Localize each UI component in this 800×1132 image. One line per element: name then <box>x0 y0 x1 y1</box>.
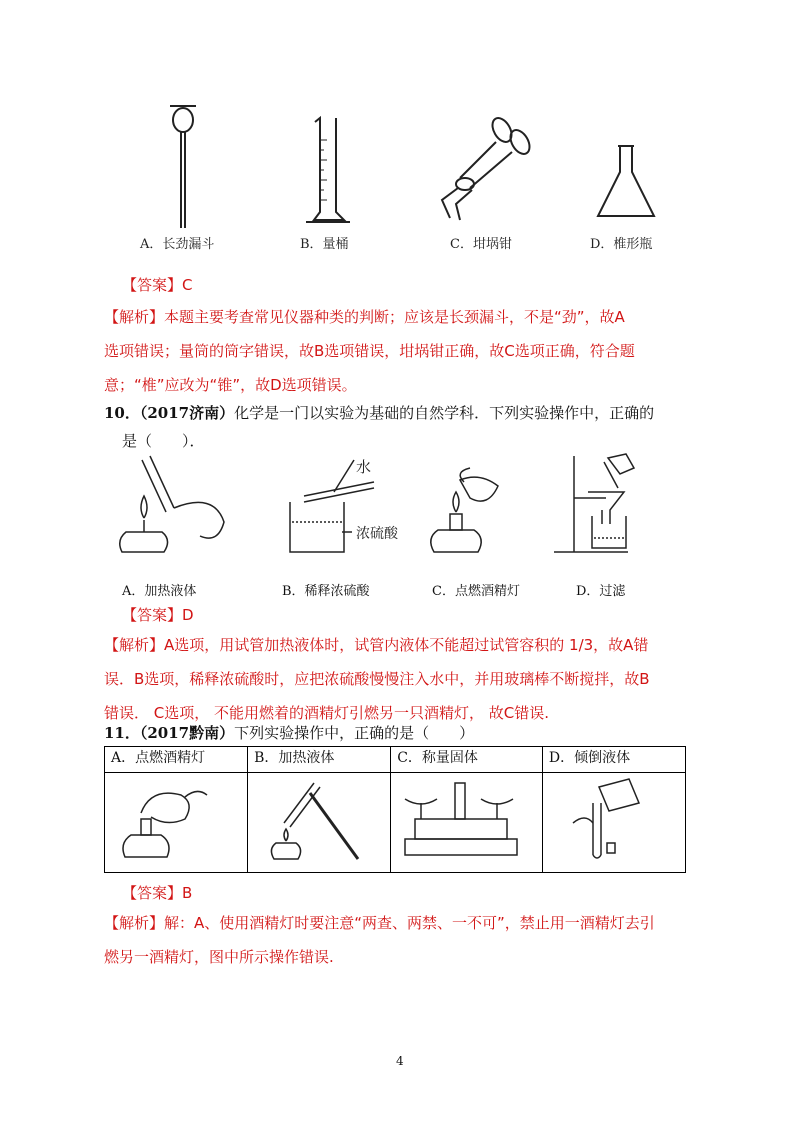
q11-options-table <box>104 746 686 873</box>
q9-explanation-line: 意；“椎”应改为“锥”，故D选项错误。 <box>104 376 357 394</box>
q11-explanation <box>104 906 704 974</box>
q10-stem-line2: 是（ ）． <box>122 432 205 450</box>
heating-liquid-figure <box>120 456 224 552</box>
q11-source: （2017黔南） <box>139 724 235 742</box>
q10-option-b: B．稀释浓硫酸 <box>282 584 370 599</box>
heat-liquid-figure <box>254 773 374 867</box>
crucible-tongs-figure <box>442 115 533 220</box>
q9-explanation <box>104 300 704 402</box>
q10-explanation-line: 【解析】A选项，用试管加热液体时，试管内液体不能超过试管容积的 1/3，故A错 <box>104 636 649 654</box>
q10-explanation <box>104 628 704 730</box>
q11-number: 11． <box>104 724 140 742</box>
long-neck-funnel-figure <box>170 106 196 228</box>
q11-option-a: A．点燃酒精灯 <box>105 747 248 773</box>
q9-explanation-line: 【解析】本题主要考查常见仪器种类的判断；应该是长颈漏斗，不是“劲”，故A <box>104 308 625 326</box>
q10-stem <box>104 402 704 423</box>
q9-figures <box>120 100 680 260</box>
water-label: 水 <box>356 458 372 476</box>
q9-explanation-line: 选项错误；量筒的筒字错误，故B选项错误，坩埚钳正确，故C选项正确，符合题 <box>104 342 635 360</box>
q11-option-c: C．称量固体 <box>391 747 543 773</box>
pour-liquid-figure <box>549 773 669 867</box>
q10-source: （2017济南） <box>139 404 235 422</box>
conc-acid-label: 浓硫酸 <box>356 526 398 542</box>
q11-figure-d <box>542 773 685 873</box>
dilute-acid-figure <box>290 458 399 552</box>
q10-explanation-line: 错误． C选项， 不能用燃着的酒精灯引燃另一只酒精灯， 故C错误. <box>104 704 550 722</box>
q10-stem-line1: 化学是一门以实验为基础的自然学科．下列实验操作中，正确的 <box>234 404 655 422</box>
q11-explanation-line: 燃另一酒精灯，图中所示操作错误. <box>104 948 334 966</box>
q10-option-a: A．加热液体 <box>122 584 197 599</box>
q11-option-d: D．倾倒液体 <box>542 747 685 773</box>
q11-figure-a <box>105 773 248 873</box>
conical-flask-figure <box>598 146 654 216</box>
q10-figures <box>104 452 684 564</box>
filtration-figure <box>554 454 634 552</box>
q9-option-a: A．长劲漏斗 <box>140 237 215 252</box>
q9-option-c: C．坩埚钳 <box>450 237 512 252</box>
q10-number: 10． <box>104 404 140 422</box>
q11-figure-c <box>391 773 543 873</box>
q11-option-b: B．加热液体 <box>248 747 391 773</box>
lamp-to-lamp-figure <box>111 773 231 867</box>
q9-option-b: B．量桶 <box>300 237 349 252</box>
q11-answer: 【答案】B <box>122 884 193 902</box>
balance-figure <box>397 773 525 867</box>
q10-explanation-line: 误．B选项，稀释浓硫酸时，应把浓硫酸慢慢注入水中，并用玻璃棒不断搅拌，故B <box>104 670 650 688</box>
q10-answer: 【答案】D <box>122 606 194 624</box>
q11-stem <box>104 722 704 743</box>
q10-option-c: C．点燃酒精灯 <box>432 584 520 599</box>
q10-option-d: D．过滤 <box>576 584 626 599</box>
lighting-lamp-figure <box>431 468 498 552</box>
q9-answer: 【答案】C <box>122 276 193 294</box>
q11-explanation-line: 【解析】解：A、使用酒精灯时要注意“两查、两禁、一不可”，禁止用一酒精灯去引 <box>104 914 655 932</box>
q11-figure-b <box>248 773 391 873</box>
measuring-cylinder-figure <box>306 118 350 222</box>
q9-option-d: D．椎形瓶 <box>590 237 653 252</box>
q11-stem-text: 下列实验操作中，正确的是（ ） <box>234 724 475 742</box>
page-number: 4 <box>396 1054 404 1068</box>
